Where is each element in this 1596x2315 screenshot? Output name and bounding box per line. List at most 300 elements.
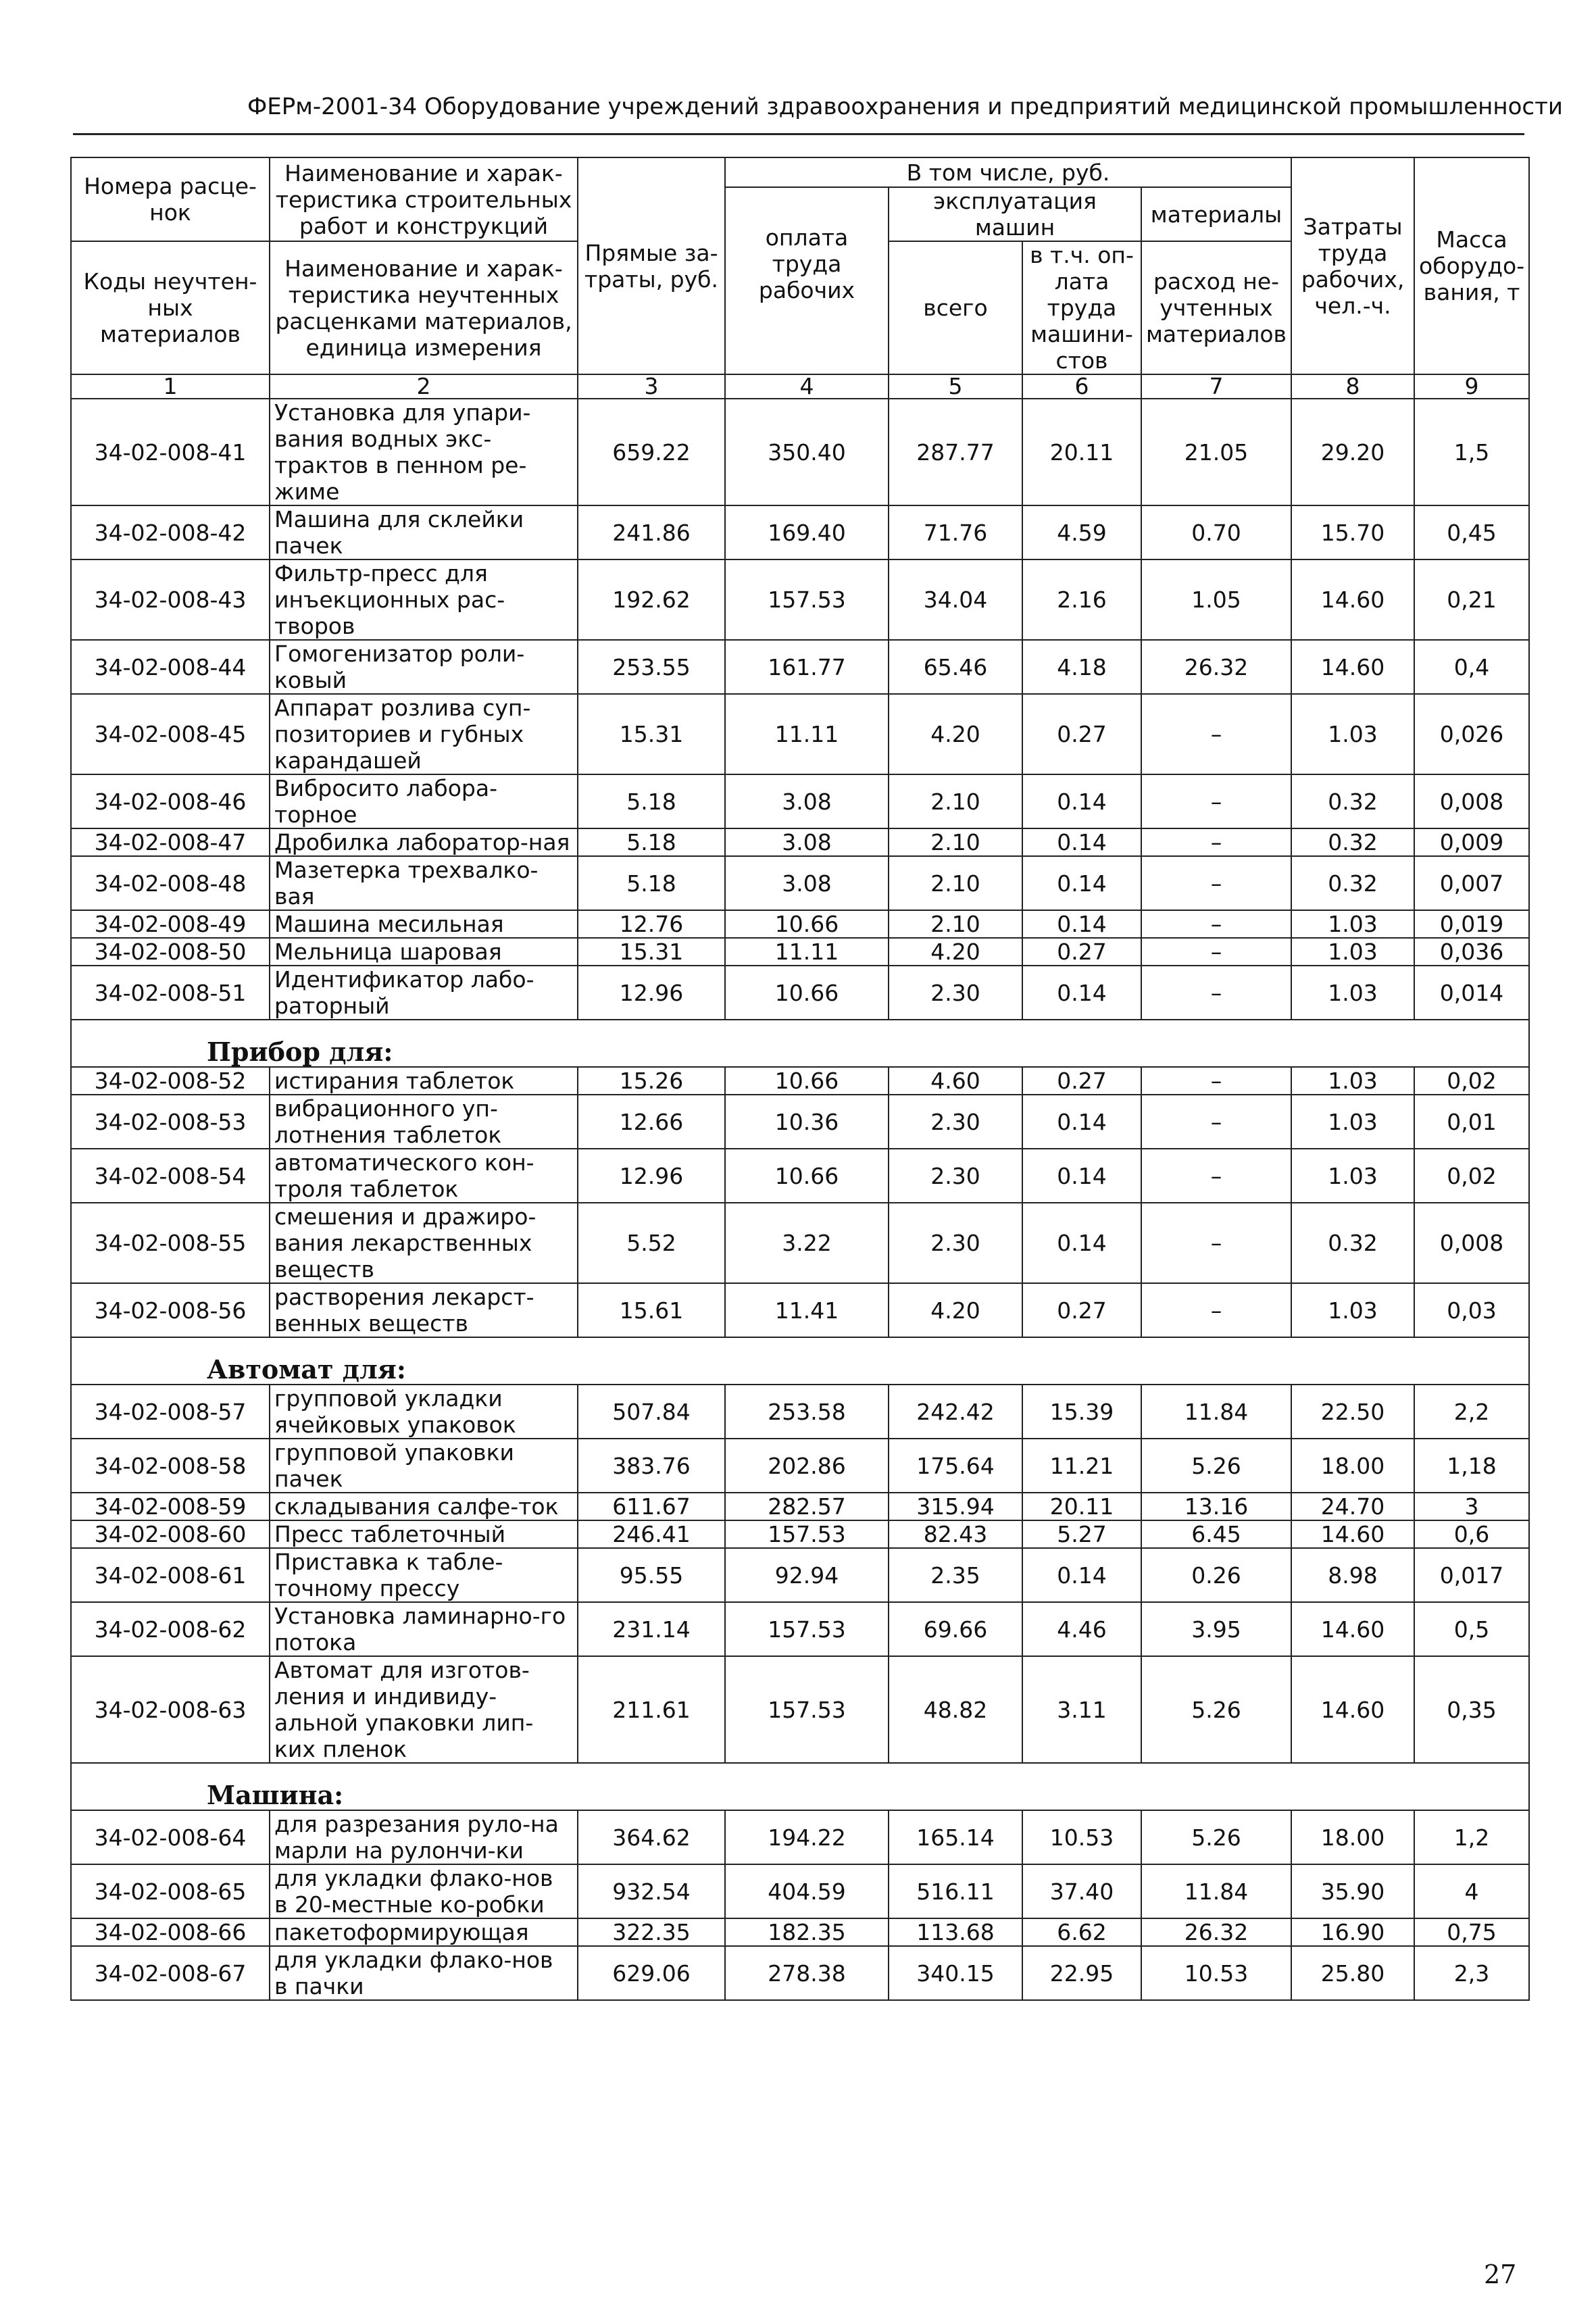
- machine-operation: 2.30: [889, 966, 1022, 1020]
- materials-cost: 6.45: [1141, 1520, 1291, 1548]
- work-name: истирания таблеток: [270, 1067, 578, 1095]
- work-name: групповой укладки ячейковых упаковок: [270, 1385, 578, 1439]
- labor-cost: 15.70: [1291, 505, 1414, 559]
- rate-code: 34-02-008-52: [71, 1067, 270, 1095]
- labor-pay: 3.08: [725, 856, 889, 910]
- rate-code: 34-02-008-63: [71, 1656, 270, 1763]
- labor-cost: 22.50: [1291, 1385, 1414, 1439]
- direct-costs: 95.55: [578, 1548, 725, 1602]
- table-row: [71, 559, 1529, 640]
- machine-labor-pay: 5.27: [1022, 1520, 1141, 1548]
- labor-pay: 182.35: [725, 1918, 889, 1946]
- labor-pay: 11.41: [725, 1283, 889, 1337]
- equipment-mass: 0,007: [1414, 856, 1529, 910]
- direct-costs: 253.55: [578, 640, 725, 694]
- group-4-body: [71, 1810, 1529, 2000]
- machine-labor-pay: 0.14: [1022, 1548, 1141, 1602]
- machine-labor-pay: 3.11: [1022, 1656, 1141, 1763]
- labor-pay: 157.53: [725, 1520, 889, 1548]
- column-number: 7: [1141, 374, 1291, 399]
- work-name: для разрезания руло-на марли на рулончи-ки: [270, 1810, 578, 1864]
- table-row: [71, 1548, 1529, 1602]
- direct-costs: 5.18: [578, 774, 725, 828]
- equipment-mass: 0,008: [1414, 1203, 1529, 1283]
- machine-operation: 165.14: [889, 1810, 1022, 1864]
- column-number: 1: [71, 374, 270, 399]
- table-row: [71, 1656, 1529, 1763]
- table-row: [71, 774, 1529, 828]
- labor-cost: 35.90: [1291, 1864, 1414, 1918]
- direct-costs: 364.62: [578, 1810, 725, 1864]
- rate-code: 34-02-008-53: [71, 1095, 270, 1149]
- labor-pay: 157.53: [725, 1656, 889, 1763]
- header-code-top: Номера расце-нок: [71, 157, 270, 241]
- machine-labor-pay: 0.14: [1022, 774, 1141, 828]
- work-name: пакетоформирующая: [270, 1918, 578, 1946]
- header-labor-pay: оплата труда рабочих: [725, 187, 889, 374]
- machine-operation: 2.10: [889, 910, 1022, 938]
- header-machine-labor: в т.ч. оп-лата труда машини-стов: [1022, 241, 1141, 374]
- materials-cost: –: [1141, 774, 1291, 828]
- work-name: складывания салфе-ток: [270, 1493, 578, 1520]
- work-name: автоматического кон-троля таблеток: [270, 1149, 578, 1203]
- machine-operation: 48.82: [889, 1656, 1022, 1763]
- machine-labor-pay: 2.16: [1022, 559, 1141, 640]
- equipment-mass: 0,02: [1414, 1149, 1529, 1203]
- direct-costs: 211.61: [578, 1656, 725, 1763]
- table-row: [71, 1283, 1529, 1337]
- equipment-mass: 2,2: [1414, 1385, 1529, 1439]
- labor-cost: 14.60: [1291, 1520, 1414, 1548]
- labor-pay: 157.53: [725, 559, 889, 640]
- work-name: Мазетерка трехвалко-вая: [270, 856, 578, 910]
- labor-cost: 0.32: [1291, 856, 1414, 910]
- work-name: растворения лекарст-венных веществ: [270, 1283, 578, 1337]
- materials-cost: 0.70: [1141, 505, 1291, 559]
- header-materials: материалы: [1141, 187, 1291, 241]
- column-number: 3: [578, 374, 725, 399]
- table-row: [71, 1520, 1529, 1548]
- direct-costs: 15.31: [578, 938, 725, 966]
- table-row: [71, 966, 1529, 1020]
- table-row: [71, 505, 1529, 559]
- work-name: Пресс таблеточный: [270, 1520, 578, 1548]
- labor-pay: 161.77: [725, 640, 889, 694]
- labor-pay: 92.94: [725, 1548, 889, 1602]
- header-direct-costs: Прямые за-траты, руб.: [578, 157, 725, 374]
- materials-cost: 21.05: [1141, 399, 1291, 505]
- header-including: В том числе, руб.: [725, 157, 1291, 187]
- machine-operation: 65.46: [889, 640, 1022, 694]
- materials-cost: –: [1141, 966, 1291, 1020]
- materials-cost: 1.05: [1141, 559, 1291, 640]
- work-name: Фильтр-пресс для инъекционных рас-творов: [270, 559, 578, 640]
- rate-code: 34-02-008-67: [71, 1946, 270, 2000]
- rate-code: 34-02-008-50: [71, 938, 270, 966]
- equipment-mass: 0,036: [1414, 938, 1529, 966]
- equipment-mass: 0,03: [1414, 1283, 1529, 1337]
- machine-labor-pay: 20.11: [1022, 1493, 1141, 1520]
- rate-code: 34-02-008-55: [71, 1203, 270, 1283]
- section-3: [71, 1337, 1529, 1385]
- rate-code: 34-02-008-43: [71, 559, 270, 640]
- group-1-body: [71, 399, 1529, 1020]
- machine-labor-pay: 0.27: [1022, 694, 1141, 774]
- materials-cost: 5.26: [1141, 1656, 1291, 1763]
- work-name: Машина месильная: [270, 910, 578, 938]
- work-name: Аппарат розлива суп-позиториев и губных карандашей: [270, 694, 578, 774]
- machine-operation: 4.20: [889, 1283, 1022, 1337]
- direct-costs: 12.76: [578, 910, 725, 938]
- materials-cost: 5.26: [1141, 1810, 1291, 1864]
- labor-cost: 1.03: [1291, 1095, 1414, 1149]
- labor-pay: 3.08: [725, 828, 889, 856]
- column-number: 6: [1022, 374, 1141, 399]
- labor-cost: 1.03: [1291, 938, 1414, 966]
- direct-costs: 629.06: [578, 1946, 725, 2000]
- table-row: [71, 1493, 1529, 1520]
- machine-labor-pay: 4.59: [1022, 505, 1141, 559]
- machine-operation: 340.15: [889, 1946, 1022, 2000]
- machine-operation: 2.35: [889, 1548, 1022, 1602]
- section-title: Автомат для:: [71, 1337, 1529, 1385]
- equipment-mass: 0,019: [1414, 910, 1529, 938]
- materials-cost: 5.26: [1141, 1439, 1291, 1493]
- machine-labor-pay: 0.14: [1022, 828, 1141, 856]
- equipment-mass: 0,009: [1414, 828, 1529, 856]
- machine-operation: 516.11: [889, 1864, 1022, 1918]
- table-row: [71, 399, 1529, 505]
- machine-operation: 2.30: [889, 1095, 1022, 1149]
- rate-code: 34-02-008-66: [71, 1918, 270, 1946]
- machine-operation: 82.43: [889, 1520, 1022, 1548]
- direct-costs: 5.18: [578, 856, 725, 910]
- labor-cost: 0.32: [1291, 774, 1414, 828]
- equipment-mass: 1,5: [1414, 399, 1529, 505]
- section-title: Прибор для:: [71, 1020, 1529, 1067]
- page-number: 27: [1484, 2260, 1517, 2289]
- labor-pay: 10.66: [725, 1067, 889, 1095]
- machine-labor-pay: 4.46: [1022, 1602, 1141, 1656]
- table-row: [71, 938, 1529, 966]
- machine-labor-pay: 20.11: [1022, 399, 1141, 505]
- header-machine-operation: эксплуатация машин: [889, 187, 1141, 241]
- table-row: [71, 1439, 1529, 1493]
- machine-labor-pay: 0.14: [1022, 1095, 1141, 1149]
- work-name: для укладки флако-нов в пачки: [270, 1946, 578, 2000]
- machine-labor-pay: 15.39: [1022, 1385, 1141, 1439]
- rate-code: 34-02-008-46: [71, 774, 270, 828]
- labor-cost: 14.60: [1291, 640, 1414, 694]
- rate-code: 34-02-008-51: [71, 966, 270, 1020]
- column-number: 9: [1414, 374, 1529, 399]
- rate-code: 34-02-008-49: [71, 910, 270, 938]
- labor-cost: 1.03: [1291, 910, 1414, 938]
- labor-cost: 18.00: [1291, 1439, 1414, 1493]
- group-2-body: [71, 1067, 1529, 1337]
- work-name: Приставка к табле-точному прессу: [270, 1548, 578, 1602]
- machine-operation: 2.30: [889, 1203, 1022, 1283]
- labor-cost: 14.60: [1291, 1656, 1414, 1763]
- rate-code: 34-02-008-59: [71, 1493, 270, 1520]
- labor-pay: 3.22: [725, 1203, 889, 1283]
- header-mass: Масса оборудо-вания, т: [1414, 157, 1529, 374]
- labor-cost: 14.60: [1291, 559, 1414, 640]
- labor-pay: 350.40: [725, 399, 889, 505]
- machine-labor-pay: 0.14: [1022, 910, 1141, 938]
- machine-labor-pay: 11.21: [1022, 1439, 1141, 1493]
- rate-code: 34-02-008-48: [71, 856, 270, 910]
- rate-code: 34-02-008-61: [71, 1548, 270, 1602]
- column-number: 2: [270, 374, 578, 399]
- labor-pay: 157.53: [725, 1602, 889, 1656]
- materials-cost: 13.16: [1141, 1493, 1291, 1520]
- direct-costs: 932.54: [578, 1864, 725, 1918]
- work-name: Автомат для изготов-ления и индивиду-альной упаковки лип-ких пленок: [270, 1656, 578, 1763]
- direct-costs: 15.26: [578, 1067, 725, 1095]
- table-row: [71, 828, 1529, 856]
- direct-costs: 231.14: [578, 1602, 725, 1656]
- work-name: Мельница шаровая: [270, 938, 578, 966]
- labor-pay: 11.11: [725, 694, 889, 774]
- labor-pay: 10.36: [725, 1095, 889, 1149]
- rate-code: 34-02-008-45: [71, 694, 270, 774]
- header-rule: [73, 133, 1524, 135]
- equipment-mass: 0,75: [1414, 1918, 1529, 1946]
- machine-operation: 315.94: [889, 1493, 1022, 1520]
- equipment-mass: 0,6: [1414, 1520, 1529, 1548]
- materials-cost: 11.84: [1141, 1385, 1291, 1439]
- table-row: [71, 1810, 1529, 1864]
- table-row: [71, 694, 1529, 774]
- machine-operation: 2.10: [889, 774, 1022, 828]
- work-name: Машина для склейки пачек: [270, 505, 578, 559]
- rate-code: 34-02-008-60: [71, 1520, 270, 1548]
- materials-cost: –: [1141, 694, 1291, 774]
- labor-cost: 0.32: [1291, 828, 1414, 856]
- machine-labor-pay: 10.53: [1022, 1810, 1141, 1864]
- labor-cost: 1.03: [1291, 694, 1414, 774]
- machine-operation: 4.60: [889, 1067, 1022, 1095]
- materials-cost: –: [1141, 1149, 1291, 1203]
- machine-operation: 2.30: [889, 1149, 1022, 1203]
- machine-operation: 2.10: [889, 856, 1022, 910]
- machine-operation: 4.20: [889, 938, 1022, 966]
- column-number: 5: [889, 374, 1022, 399]
- equipment-mass: 3: [1414, 1493, 1529, 1520]
- machine-labor-pay: 0.27: [1022, 938, 1141, 966]
- work-name: Вибросито лабора-торное: [270, 774, 578, 828]
- direct-costs: 15.61: [578, 1283, 725, 1337]
- labor-pay: 202.86: [725, 1439, 889, 1493]
- rate-code: 34-02-008-42: [71, 505, 270, 559]
- labor-pay: 10.66: [725, 1149, 889, 1203]
- direct-costs: 5.18: [578, 828, 725, 856]
- labor-pay: 169.40: [725, 505, 889, 559]
- work-name: Дробилка лаборатор-ная: [270, 828, 578, 856]
- direct-costs: 12.66: [578, 1095, 725, 1149]
- machine-labor-pay: 0.14: [1022, 1203, 1141, 1283]
- rates-table: [70, 157, 1530, 2001]
- materials-cost: 26.32: [1141, 1918, 1291, 1946]
- equipment-mass: 0,21: [1414, 559, 1529, 640]
- equipment-mass: 0,35: [1414, 1656, 1529, 1763]
- labor-cost: 14.60: [1291, 1602, 1414, 1656]
- column-number: 4: [725, 374, 889, 399]
- direct-costs: 659.22: [578, 399, 725, 505]
- materials-cost: –: [1141, 1283, 1291, 1337]
- labor-cost: 24.70: [1291, 1493, 1414, 1520]
- materials-cost: –: [1141, 1203, 1291, 1283]
- labor-cost: 1.03: [1291, 1283, 1414, 1337]
- rate-code: 34-02-008-54: [71, 1149, 270, 1203]
- equipment-mass: 1,18: [1414, 1439, 1529, 1493]
- table-row: [71, 1067, 1529, 1095]
- table-row: [71, 1602, 1529, 1656]
- direct-costs: 192.62: [578, 559, 725, 640]
- machine-labor-pay: 22.95: [1022, 1946, 1141, 2000]
- work-name: для укладки флако-нов в 20-местные ко-робки: [270, 1864, 578, 1918]
- header-unaccounted-materials: расход не-учтенных материалов: [1141, 241, 1291, 374]
- labor-pay: 282.57: [725, 1493, 889, 1520]
- table-row: [71, 640, 1529, 694]
- machine-labor-pay: 4.18: [1022, 640, 1141, 694]
- machine-operation: 113.68: [889, 1918, 1022, 1946]
- running-head: ФЕРм-2001-34 Оборудование учреждений здравоохранения и предприятий медицинской промышленности: [247, 93, 1564, 120]
- machine-operation: 69.66: [889, 1602, 1022, 1656]
- direct-costs: 5.52: [578, 1203, 725, 1283]
- work-name: вибрационного уп-лотнения таблеток: [270, 1095, 578, 1149]
- machine-labor-pay: 0.27: [1022, 1067, 1141, 1095]
- labor-cost: 1.03: [1291, 1067, 1414, 1095]
- materials-cost: –: [1141, 1067, 1291, 1095]
- work-name: Установка для упари-вания водных экс-трактов в пенном ре-жиме: [270, 399, 578, 505]
- labor-cost: 29.20: [1291, 399, 1414, 505]
- equipment-mass: 0,45: [1414, 505, 1529, 559]
- equipment-mass: 4: [1414, 1864, 1529, 1918]
- direct-costs: 12.96: [578, 1149, 725, 1203]
- equipment-mass: 0,02: [1414, 1067, 1529, 1095]
- column-numbers-row: [71, 374, 1529, 399]
- direct-costs: 246.41: [578, 1520, 725, 1548]
- direct-costs: 383.76: [578, 1439, 725, 1493]
- machine-labor-pay: 0.14: [1022, 966, 1141, 1020]
- materials-cost: 0.26: [1141, 1548, 1291, 1602]
- equipment-mass: 0,5: [1414, 1602, 1529, 1656]
- labor-pay: 3.08: [725, 774, 889, 828]
- materials-cost: –: [1141, 1095, 1291, 1149]
- table-row: [71, 1203, 1529, 1283]
- table-row: [71, 1946, 1529, 2000]
- work-name: смешения и дражиро-вания лекарственных веществ: [270, 1203, 578, 1283]
- header-labor-cost: Затраты труда рабочих, чел.-ч.: [1291, 157, 1414, 374]
- labor-cost: 18.00: [1291, 1810, 1414, 1864]
- labor-cost: 1.03: [1291, 1149, 1414, 1203]
- materials-cost: 26.32: [1141, 640, 1291, 694]
- equipment-mass: 0,017: [1414, 1548, 1529, 1602]
- labor-pay: 10.66: [725, 966, 889, 1020]
- header-name-top: Наименование и харак-теристика строительных работ и конструкций: [270, 157, 578, 241]
- machine-operation: 242.42: [889, 1385, 1022, 1439]
- section-4: [71, 1763, 1529, 1810]
- equipment-mass: 0,01: [1414, 1095, 1529, 1149]
- rate-code: 34-02-008-58: [71, 1439, 270, 1493]
- materials-cost: –: [1141, 910, 1291, 938]
- section-2: [71, 1020, 1529, 1067]
- column-number: 8: [1291, 374, 1414, 399]
- group-3-body: [71, 1385, 1529, 1763]
- equipment-mass: 2,3: [1414, 1946, 1529, 2000]
- work-name: групповой упаковки пачек: [270, 1439, 578, 1493]
- header-machine-total: всего: [889, 241, 1022, 374]
- labor-pay: 11.11: [725, 938, 889, 966]
- table-row: [71, 910, 1529, 938]
- labor-pay: 404.59: [725, 1864, 889, 1918]
- rate-code: 34-02-008-56: [71, 1283, 270, 1337]
- machine-operation: 71.76: [889, 505, 1022, 559]
- table-row: [71, 1385, 1529, 1439]
- rate-code: 34-02-008-41: [71, 399, 270, 505]
- materials-cost: –: [1141, 828, 1291, 856]
- labor-pay: 253.58: [725, 1385, 889, 1439]
- machine-operation: 175.64: [889, 1439, 1022, 1493]
- materials-cost: –: [1141, 938, 1291, 966]
- machine-operation: 4.20: [889, 694, 1022, 774]
- direct-costs: 12.96: [578, 966, 725, 1020]
- table-row: [71, 856, 1529, 910]
- machine-operation: 34.04: [889, 559, 1022, 640]
- header-code-bottom: Коды неучтен-ных материалов: [71, 241, 270, 374]
- machine-labor-pay: 0.14: [1022, 1149, 1141, 1203]
- direct-costs: 322.35: [578, 1918, 725, 1946]
- work-name: Гомогенизатор роли-ковый: [270, 640, 578, 694]
- direct-costs: 611.67: [578, 1493, 725, 1520]
- labor-cost: 16.90: [1291, 1918, 1414, 1946]
- table-header: [71, 157, 1529, 399]
- rate-code: 34-02-008-65: [71, 1864, 270, 1918]
- rate-code: 34-02-008-64: [71, 1810, 270, 1864]
- equipment-mass: 0,008: [1414, 774, 1529, 828]
- materials-cost: –: [1141, 856, 1291, 910]
- labor-pay: 10.66: [725, 910, 889, 938]
- rate-code: 34-02-008-47: [71, 828, 270, 856]
- rate-code: 34-02-008-62: [71, 1602, 270, 1656]
- table-row: [71, 1864, 1529, 1918]
- materials-cost: 11.84: [1141, 1864, 1291, 1918]
- direct-costs: 507.84: [578, 1385, 725, 1439]
- machine-labor-pay: 0.27: [1022, 1283, 1141, 1337]
- table-row: [71, 1149, 1529, 1203]
- direct-costs: 241.86: [578, 505, 725, 559]
- labor-pay: 278.38: [725, 1946, 889, 2000]
- equipment-mass: 0,026: [1414, 694, 1529, 774]
- materials-cost: 3.95: [1141, 1602, 1291, 1656]
- section-title: Машина:: [71, 1763, 1529, 1810]
- machine-labor-pay: 6.62: [1022, 1918, 1141, 1946]
- work-name: Идентификатор лабо-раторный: [270, 966, 578, 1020]
- equipment-mass: 0,4: [1414, 640, 1529, 694]
- labor-cost: 1.03: [1291, 966, 1414, 1020]
- machine-labor-pay: 37.40: [1022, 1864, 1141, 1918]
- labor-cost: 0.32: [1291, 1203, 1414, 1283]
- rate-code: 34-02-008-57: [71, 1385, 270, 1439]
- machine-operation: 2.10: [889, 828, 1022, 856]
- table-row: [71, 1095, 1529, 1149]
- rate-code: 34-02-008-44: [71, 640, 270, 694]
- work-name: Установка ламинарно-го потока: [270, 1602, 578, 1656]
- labor-pay: 194.22: [725, 1810, 889, 1864]
- labor-cost: 25.80: [1291, 1946, 1414, 2000]
